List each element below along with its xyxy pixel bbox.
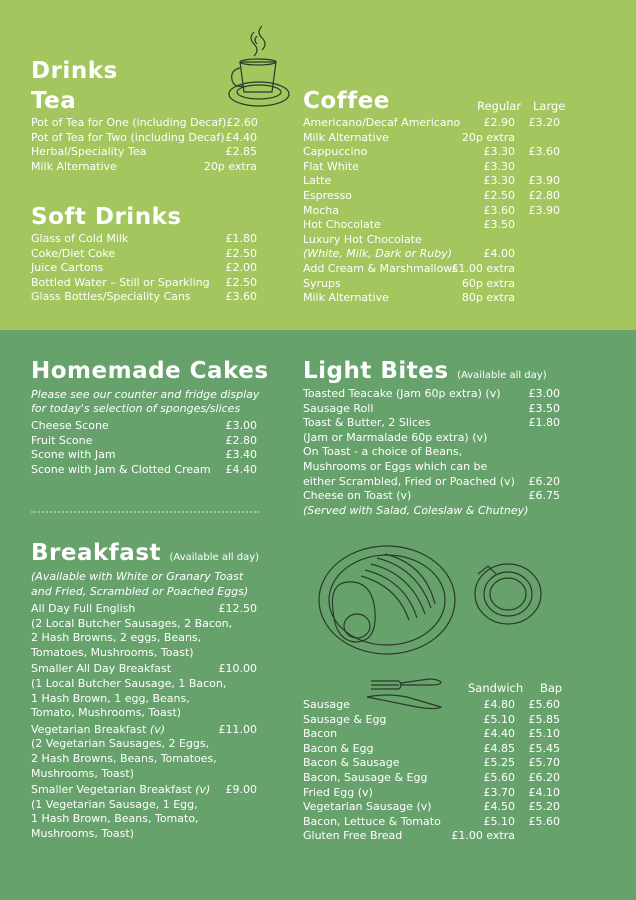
menu-item [303, 174, 560, 189]
breakfast-item [31, 662, 257, 677]
item-price-regular: 60p extra [461, 276, 515, 290]
menu-item [31, 131, 257, 146]
item-name: Smaller Vegetarian Breakfast [31, 783, 192, 797]
menu-item [31, 434, 257, 449]
item-price-regular: £2.90 [483, 116, 515, 129]
soft-drinks-heading: Soft Drinks [31, 204, 182, 230]
menu-item [31, 116, 257, 131]
item-name: Fruit Scone [31, 433, 93, 447]
light-bites-subtitle: (Available all day) [457, 370, 547, 381]
menu-item [303, 247, 560, 262]
menu-item [31, 419, 257, 434]
item-name: Vegetarian Breakfast [31, 722, 147, 736]
item-name: Mushrooms or Eggs which can be [303, 460, 488, 473]
menu-item [303, 277, 560, 292]
item-name: Glass of Cold Milk [31, 232, 129, 245]
item-price-bap: £5.20 [528, 800, 560, 814]
col-sandwich: Sandwich [468, 681, 524, 695]
menu-item [303, 489, 560, 504]
item-price-regular: £3.50 [483, 218, 515, 232]
item-name: Gluten Free Bread [303, 829, 403, 843]
menu-item [303, 291, 560, 306]
item-description: (1 Vegetarian Sausage, 1 Egg, [31, 797, 198, 811]
item-price-sandwich: £3.70 [483, 785, 515, 799]
item-price: £3.40 [225, 448, 257, 462]
dotted-divider [31, 511, 259, 513]
item-price-bap: £5.70 [528, 756, 560, 770]
coffee-cup-icon [226, 22, 292, 108]
item-name: Bottled Water – Still or Sparkling [31, 275, 210, 289]
menu-item [303, 402, 560, 417]
item-name: Milk Alternative [303, 291, 389, 305]
menu-item [303, 116, 560, 131]
item-price-regular: 20p extra [461, 130, 515, 144]
menu-item [303, 786, 560, 801]
menu-item [303, 416, 560, 431]
item-price-regular: £4.00 [483, 247, 515, 261]
col-large: Large [533, 99, 566, 113]
menu-item [31, 160, 257, 175]
menu-item [31, 276, 257, 291]
item-price-regular: £3.30 [483, 159, 515, 173]
item-price-sandwich: £5.60 [483, 771, 515, 784]
item-description: 1 Hash Brown, Beans, Tomato, [31, 812, 199, 826]
menu-item [303, 204, 560, 219]
item-name: Herbal/Speciality Tea [31, 145, 147, 159]
menu-item [303, 698, 560, 713]
item-price: £6.75 [528, 489, 560, 503]
menu-item [303, 387, 560, 402]
item-name: Mocha [303, 203, 339, 217]
item-price: £2.85 [225, 145, 257, 159]
item-price: £6.20 [528, 474, 560, 488]
item-price-large: £2.80 [528, 189, 560, 202]
item-price-large: £3.20 [528, 116, 560, 129]
item-price-bap: £5.60 [528, 698, 560, 711]
drinks-heading: Drinks [31, 58, 118, 84]
item-name: Cheese Scone [31, 419, 109, 432]
item-price-bap: £5.60 [528, 814, 560, 828]
breakfast-item [31, 783, 257, 798]
item-price-sandwich: £4.85 [483, 741, 515, 755]
tea-cup-icon [470, 560, 546, 628]
item-price-large: £3.90 [528, 203, 560, 217]
menu-item [303, 460, 560, 475]
item-price-regular: £3.30 [483, 145, 515, 159]
item-price-bap: £5.45 [528, 741, 560, 755]
menu-item [303, 713, 560, 728]
item-price-sandwich: £5.25 [483, 756, 515, 770]
item-name: Bacon & Sausage [303, 756, 400, 770]
menu-item [303, 742, 560, 757]
item-price: £4.40 [225, 462, 257, 476]
item-price: £3.50 [528, 401, 560, 415]
item-price: £1.80 [528, 416, 560, 430]
menu-item [31, 261, 257, 276]
cakes-heading: Homemade Cakes [31, 358, 269, 384]
item-price: £2.60 [226, 116, 258, 129]
item-price-regular: £1.00 extra [451, 262, 515, 275]
item-name: Scone with Jam & Clotted Cream [31, 462, 211, 476]
item-price: £2.50 [225, 246, 257, 260]
item-name: Hot Chocolate [303, 218, 381, 232]
item-name: Sausage [303, 698, 350, 711]
menu-item [303, 475, 560, 490]
item-description: (2 Vegetarian Sausages, 2 Eggs, [31, 737, 210, 751]
menu-item [303, 233, 560, 248]
item-price: £2.50 [225, 275, 257, 289]
menu-item [303, 262, 560, 277]
item-name: Luxury Hot Chocolate [303, 232, 422, 246]
menu-item [303, 504, 560, 519]
menu-item [303, 815, 560, 830]
item-price: £2.00 [225, 261, 257, 275]
menu-item [303, 829, 560, 844]
item-price-large: £3.90 [528, 174, 560, 188]
col-regular: Regular [477, 99, 522, 113]
item-name: Syrups [303, 276, 341, 290]
item-name: (Jam or Marmalade 60p extra) (v) [303, 430, 488, 444]
item-price: 20p extra [203, 159, 257, 173]
item-name: Sausage & Egg [303, 712, 387, 726]
item-price: £12.50 [218, 602, 257, 615]
item-name: Bacon & Egg [303, 741, 374, 755]
item-price: £9.00 [225, 783, 257, 797]
item-name: Milk Alternative [31, 159, 117, 173]
item-name: Glass Bottles/Speciality Cans [31, 290, 191, 304]
item-price: £11.00 [218, 722, 257, 736]
item-name: Espresso [303, 189, 352, 202]
item-name: Cappuccino [303, 145, 368, 159]
item-price-bap: £5.10 [528, 727, 560, 741]
item-name: Cheese on Toast (v) [303, 489, 412, 503]
item-price-sandwich: £4.40 [483, 727, 515, 741]
item-price-regular: £2.50 [483, 189, 515, 202]
item-name: Milk Alternative [303, 130, 389, 144]
breakfast-subtitle: (Available all day) [169, 552, 260, 563]
breakfast-heading [31, 540, 259, 566]
item-description: Tomato, Mushrooms, Toast) [31, 706, 182, 720]
menu-item [31, 145, 257, 160]
item-name: Pot of Tea for Two (including Decaf) [31, 130, 225, 144]
menu-item [303, 800, 560, 815]
item-description: (2 Local Butcher Sausages, 2 Bacon, [31, 616, 233, 630]
item-veg: (v) [149, 722, 165, 736]
breakfast-item-title [31, 783, 210, 798]
item-price-sandwich: £1.00 extra [451, 829, 515, 843]
menu-item [303, 145, 560, 160]
item-name: Bacon, Sausage & Egg [303, 771, 428, 784]
item-description: Mushrooms, Toast) [31, 827, 135, 840]
cakes-note-1: Please see our counter and fridge display [31, 388, 260, 401]
breakfast-item-title [31, 602, 135, 617]
item-price-sandwich: £4.80 [483, 698, 515, 711]
item-name: Latte [303, 174, 332, 188]
item-name: Toasted Teacake (Jam 60p extra) (v) [303, 387, 501, 400]
item-description: Mushrooms, Toast) [31, 766, 135, 780]
light-bites-title: Light Bites [303, 358, 449, 384]
menu-item [31, 232, 257, 247]
menu-item [303, 756, 560, 771]
item-price-sandwich: £5.10 [483, 712, 515, 726]
breakfast-plate-icon [315, 542, 460, 662]
item-price: £1.80 [225, 232, 257, 245]
item-description: (1 Local Butcher Sausage, 1 Bacon, [31, 677, 227, 690]
menu-item [303, 445, 560, 460]
coffee-heading: Coffee [303, 88, 390, 114]
item-name: Flat White [303, 159, 359, 173]
item-name: Coke/Diet Coke [31, 246, 116, 260]
item-price-large: £3.60 [528, 145, 560, 159]
breakfast-item [31, 602, 257, 617]
menu-item [31, 290, 257, 305]
menu-item [303, 727, 560, 742]
breakfast-item-title [31, 662, 171, 677]
breakfast-note-1: (Available with White or Granary Toast [31, 570, 244, 583]
item-description: 1 Hash Brown, 1 egg, Beans, [31, 691, 190, 705]
item-price: £3.00 [528, 387, 560, 400]
menu-item [303, 431, 560, 446]
item-name: Scone with Jam [31, 448, 116, 462]
menu-item [31, 247, 257, 262]
menu-item [303, 131, 560, 146]
item-name: Pot of Tea for One (including Decaf) [31, 116, 227, 129]
item-name: All Day Full English [31, 602, 136, 615]
item-name: Juice Cartons [31, 261, 104, 275]
item-name: Bacon [303, 727, 338, 741]
item-name: Vegetarian Sausage (v) [303, 800, 432, 814]
menu-item [303, 189, 560, 204]
item-price: £2.80 [225, 433, 257, 447]
item-price-sandwich: £4.50 [483, 800, 515, 814]
breakfast-item-title [31, 723, 165, 738]
item-price-bap: £5.85 [528, 712, 560, 726]
breakfast-title: Breakfast [31, 540, 162, 566]
breakfast-note-2: and Fried, Scrambled or Poached Eggs) [31, 585, 249, 598]
item-price-regular: £3.60 [483, 203, 515, 217]
col-bap: Bap [540, 681, 563, 695]
item-name: (White, Milk, Dark or Ruby) [303, 247, 452, 261]
item-name: Fried Egg (v) [303, 785, 373, 799]
item-veg: (v) [195, 783, 211, 797]
item-name: either Scrambled, Fried or Poached (v) [303, 474, 515, 488]
item-name: Add Cream & Marshmallows [303, 262, 459, 275]
item-price: £3.00 [225, 419, 257, 432]
item-name: Toast & Butter, 2 Slices [303, 416, 431, 430]
menu-item [303, 160, 560, 175]
item-description: 2 Hash Browns, Beans, Tomatoes, [31, 752, 217, 765]
item-price-sandwich: £5.10 [483, 814, 515, 828]
item-description: Tomatoes, Mushrooms, Toast) [31, 645, 194, 659]
item-name: (Served with Salad, Coleslaw & Chutney) [303, 503, 529, 517]
item-name: On Toast - a choice of Beans, [303, 445, 463, 459]
menu-item [31, 463, 257, 478]
item-name: Americano/Decaf Americano [303, 116, 461, 129]
light-bites-heading [303, 358, 547, 384]
item-price-regular: 80p extra [461, 291, 515, 305]
cakes-note-2: for today's selection of sponges/slices [31, 402, 241, 415]
menu-item [303, 771, 560, 786]
item-price: £3.60 [225, 290, 257, 304]
item-price: £4.40 [225, 130, 257, 144]
tea-heading: Tea [31, 88, 77, 114]
item-description: 2 Hash Browns, 2 eggs, Beans, [31, 631, 202, 645]
menu-item [303, 218, 560, 233]
item-name: Bacon, Lettuce & Tomato [303, 814, 441, 828]
breakfast-item [31, 723, 257, 738]
item-price-regular: £3.30 [483, 174, 515, 188]
item-price: £10.00 [218, 662, 257, 676]
item-name: Smaller All Day Breakfast [31, 662, 172, 676]
item-price-bap: £6.20 [528, 771, 560, 784]
menu-item [31, 448, 257, 463]
item-name: Sausage Roll [303, 401, 374, 415]
item-price-bap: £4.10 [528, 785, 560, 799]
